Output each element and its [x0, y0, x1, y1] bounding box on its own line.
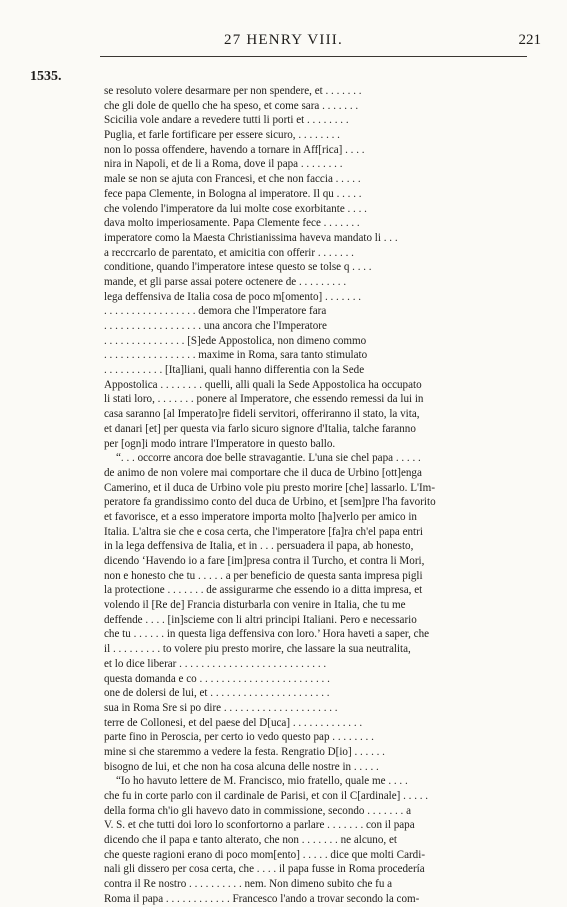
running-head	[0, 32, 567, 52]
text-line: fece papa Clemente, in Bologna al imperatore. Il qu . . . . .	[104, 187, 362, 200]
text-line: Appostolica . . . . . . . . quelli, alli quali la Sede Appostolica ha occupato	[104, 378, 422, 391]
text-line: che gli dole de quello che ha speso, et come sara . . . . . . .	[104, 99, 359, 112]
text-line: se resoluto volere desarmare per non spendere, et . . . . . . .	[104, 85, 362, 97]
body-text	[104, 84, 528, 907]
library-stamp	[531, 580, 557, 666]
text-line: Camerino, et il duca de Urbino vole piu presto morire [che] lassarlo. L'Im-	[104, 481, 436, 494]
text-line: deffende . . . . [in]scieme con li altri principi Italiani. Pero e necessario	[104, 613, 417, 626]
text-line: a reccrcarlo de parentato, et amicitia con offerir . . . . . . .	[104, 246, 354, 259]
text-line: “. . . occorre ancora doe belle stravagantie. L'una sie chel papa . . . . .	[116, 452, 421, 465]
text-line: che queste ragioni erano di poco mom[ento] . . . . . dice que molti Cardi-	[104, 848, 426, 861]
text-line: in la lega deffensiva de Italia, et in . . . persuadera il papa, ab honesto,	[104, 540, 414, 553]
margin-year: 1535.	[30, 69, 62, 84]
text-line: contra il Re nostro . . . . . . . . . . nem. Non dimeno subito che fu a	[104, 878, 393, 891]
text-line: V. S. et che tutti doi loro lo sconfortorno a parlare . . . . . . . con il papa	[104, 819, 415, 832]
text-line: peratore fa grandissimo conto del duca de Urbino, et [sem]pre l'ha favorito	[104, 496, 436, 509]
text-line: mande, et gli parse assai potere octenere de . . . . . . . . .	[104, 275, 347, 288]
header-rule	[100, 56, 527, 57]
text-line: che fu in corte parlo con il cardinale de Parisi, et con il C[ardinale] . . . . .	[104, 790, 429, 802]
text-line: imperatore como la Maesta Christianissima haveva mandato li . . .	[104, 231, 398, 244]
text-line: per [ogn]i modo intrare l'Imperatore in questo ballo.	[104, 437, 336, 450]
text-line: volendo il [Re de] Francia disturbarla con venire in Italia, che tu me	[104, 599, 406, 612]
text-line: Scicilia vole andare a revedere tutti li porti et . . . . . . . .	[104, 114, 349, 127]
text-line: . . . . . . . . . . . . . . . . . . una ancora che l'Imperatore	[104, 320, 327, 332]
text-line: che volendo l'imperatore da lui molte cose exorbitante . . . .	[104, 202, 367, 215]
text-line: de animo de non volere mai comportare che il duca de Urbino [ott]enga	[104, 466, 422, 479]
text-line: et danari [et] per questa via farlo sicuro signore d'Italia, talche faranno	[104, 422, 416, 435]
text-line: dicendo ‘Havendo io a fare [im]presa contra il Turcho, et contra li Mori,	[104, 555, 425, 567]
text-line: . . . . . . . . . . . . . . . . . maxime in Roma, sara tanto stimulato	[104, 349, 368, 362]
page-number: 221	[518, 32, 541, 48]
text-line: dicendo che il papa e tanto alterato, che non . . . . . . . ne alcuno, et	[104, 834, 397, 847]
text-line: Roma il papa . . . . . . . . . . . . Francesco l'ando a trovar secondo la com-	[104, 892, 420, 905]
text-line: mine si che staremmo a vedere la festa. Rengratio D[io] . . . . . .	[104, 745, 385, 758]
text-line: dava molto imperiosamente. Papa Clemente fece . . . . . . .	[104, 217, 360, 230]
text-line: nira in Napoli, et de li a Roma, dove il papa . . . . . . . .	[104, 158, 343, 171]
text-line: non lo possa offendere, havendo a tornare in Aff[rica] . . . .	[104, 143, 365, 156]
text-line: non e honesto che tu . . . . . a per beneficio de questa santa impresa pigli	[104, 569, 423, 582]
text-line: Puglia, et farle fortificare per essere sicuro, . . . . . . . .	[104, 129, 340, 142]
text-line: Italia. L'altra sie che e cosa certa, che l'imperatore [fa]ra ch'el papa entri	[104, 525, 423, 538]
text-line: one de dolersi de lui, et . . . . . . . . . . . . . . . . . . . . . .	[104, 687, 330, 700]
text-line: la protectione . . . . . . . de assigurarme che essendo io a ditta impresa, et	[104, 584, 423, 597]
running-head-title: 27 HENRY VIII.	[224, 32, 343, 48]
text-line: . . . . . . . . . . . [Ita]liani, quali hanno differentia con la Sede	[104, 364, 365, 377]
text-line: li stati loro, . . . . . . . ponere al Imperatore, che essendo remessi da lui in	[104, 393, 424, 406]
text-line: casa saranno [al Imperato]re fideli servitori, offeriranno il stato, la vita,	[104, 408, 420, 421]
text-line: . . . . . . . . . . . . . . . . . demora che l'Imperatore fara	[104, 305, 327, 318]
text-line: “Io ho havuto lettere de M. Francisco, mio fratello, quale me . . . .	[116, 775, 408, 788]
text-line: lega deffensiva de Italia cosa de poco m[omento] . . . . . . .	[104, 290, 362, 303]
text-line: sua in Roma Sre si po dire . . . . . . . . . . . . . . . . . . . . .	[104, 701, 338, 714]
text-line: della forma ch'io gli havevo dato in commissione, secondo . . . . . . . a	[104, 804, 412, 817]
text-line: che tu . . . . . . in questa liga deffensiva con loro.’ Hora haveti a saper, che	[104, 628, 430, 641]
text-line: et lo dice liberar . . . . . . . . . . . . . . . . . . . . . . . . . . .	[104, 657, 327, 670]
text-line: parte fino in Peroscia, per certo io vedo questo pap . . . . . . . .	[104, 731, 374, 744]
text-line: et favorisce, et a esso imperatore importa molto [ha]verlo per amico in	[104, 510, 417, 523]
text-line: male se non se ajuta con Francesi, et che non faccia . . . . .	[104, 173, 361, 186]
text-line: . . . . . . . . . . . . . . . [S]ede Appostolica, non dimeno commo	[104, 334, 367, 347]
text-line: questa domanda e co . . . . . . . . . . . . . . . . . . . . . . . .	[104, 672, 330, 685]
text-line: nali gli dissero per cosa certa, che . . . . il papa fusse in Roma procedería	[104, 863, 425, 876]
text-line: conditione, quando l'imperatore intese questo se tolse q . . . .	[104, 261, 372, 274]
text-line: il . . . . . . . . . to volere piu presto morire, che lassare la sua neutralita,	[104, 643, 411, 656]
text-line: terre de Collonesi, et del paese del D[uca] . . . . . . . . . . . . .	[104, 716, 363, 729]
text-line: bisogno de lui, et che non ha cosa alcuna delle nostre in . . . . .	[104, 760, 379, 773]
